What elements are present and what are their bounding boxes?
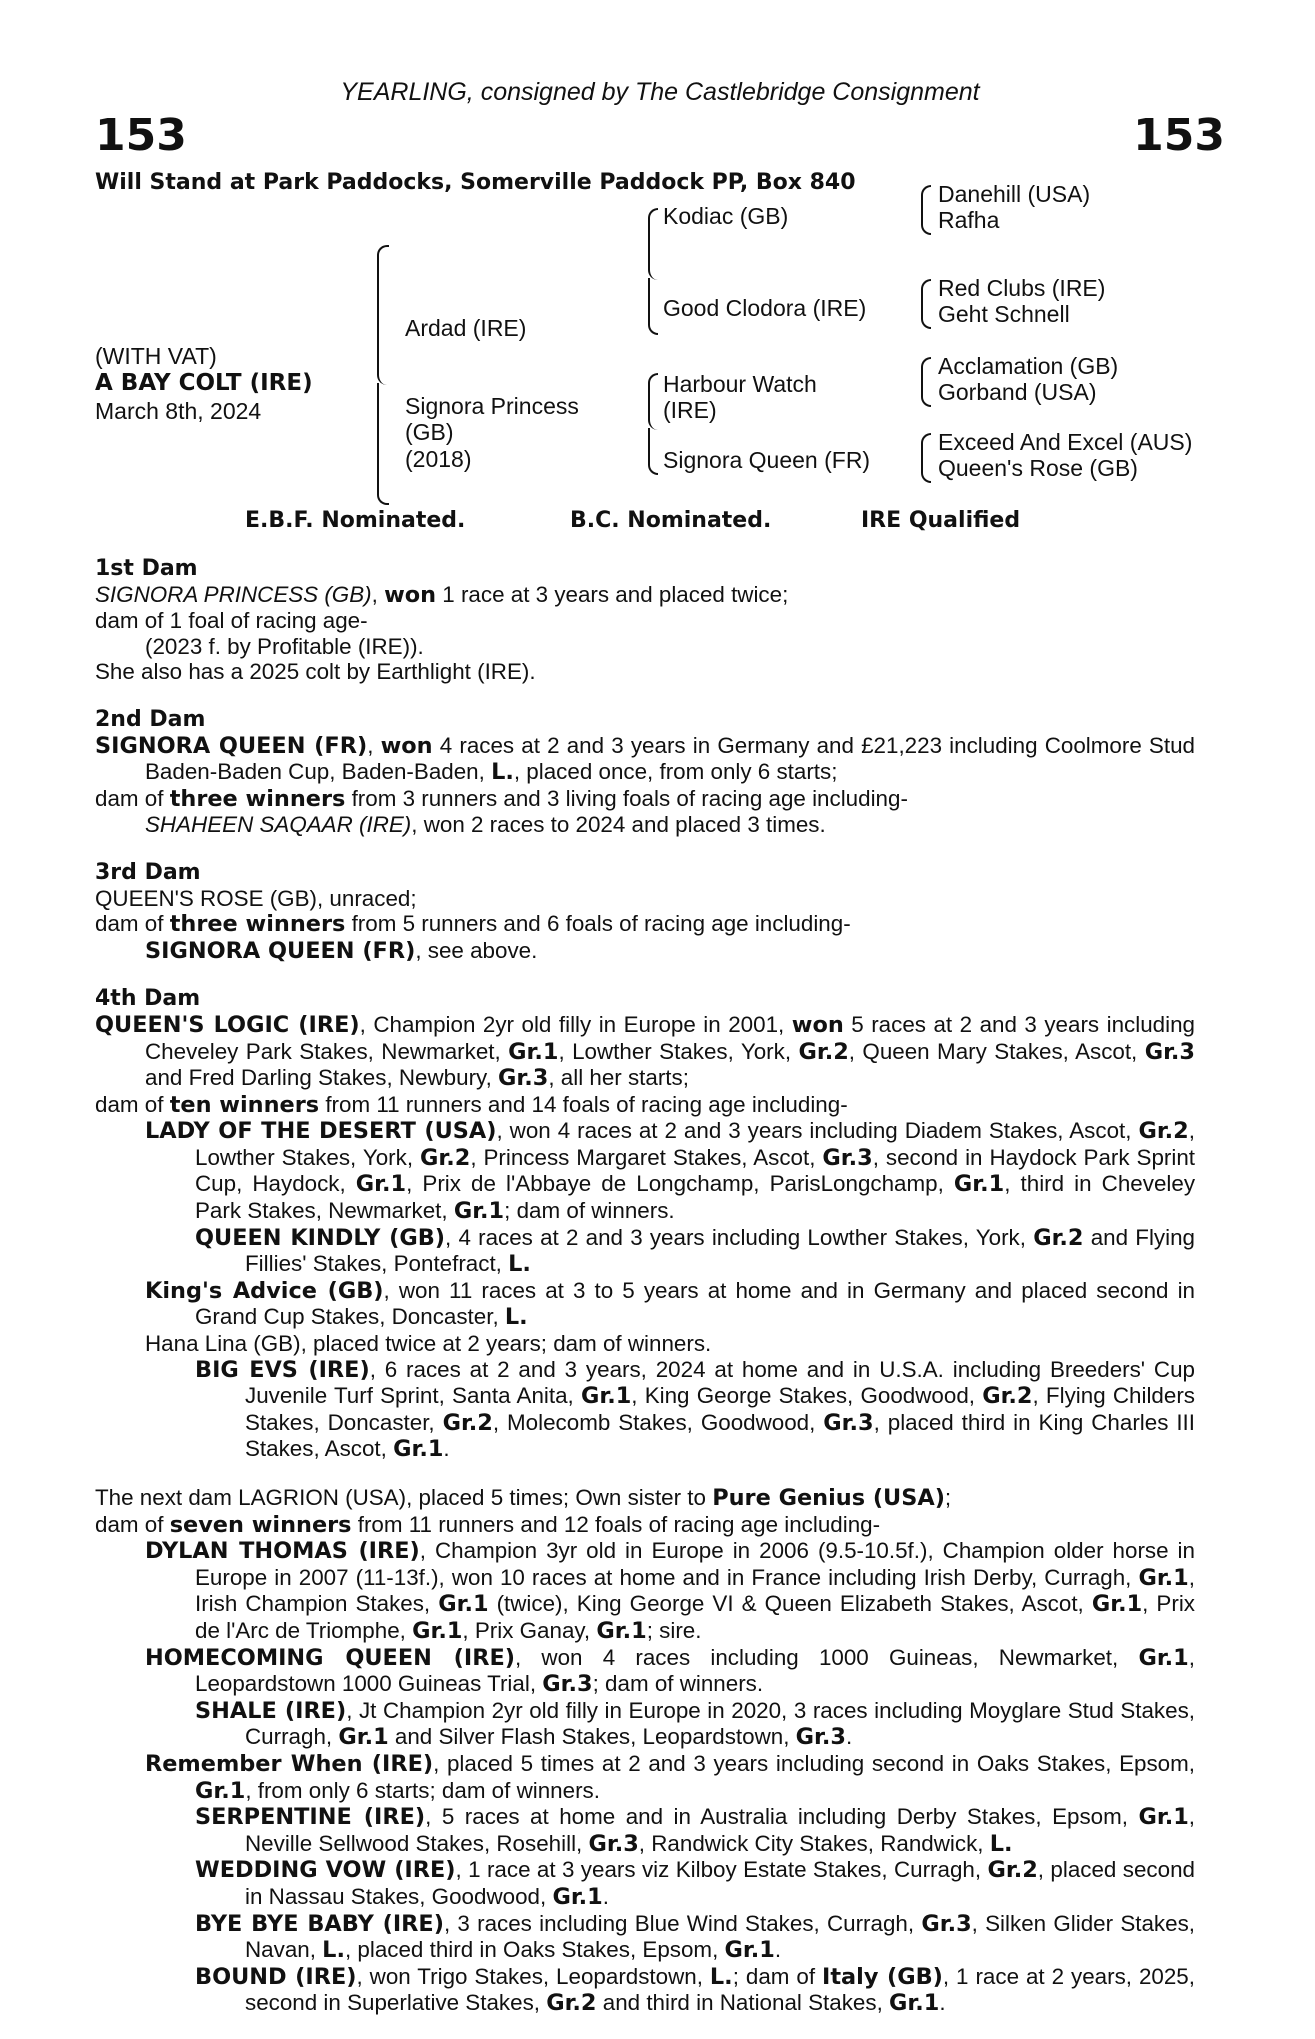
record-text: , Princess Margaret Stakes, Ascot, bbox=[470, 1144, 823, 1170]
grade-label: Gr.3 bbox=[822, 1144, 873, 1171]
second-dam-heading: 2nd Dam bbox=[95, 706, 206, 732]
record-text: , won 4 races at 2 and 3 years including Diadem Stakes, Ascot, bbox=[496, 1118, 1139, 1144]
record-text: , Molecomb Stakes, Goodwood, bbox=[492, 1409, 824, 1435]
record-text: ; dam of bbox=[732, 1963, 823, 1989]
progeny-name: King's Advice (GB) bbox=[145, 1277, 384, 1304]
record-text: , second in Haydock Park Sprint Cup, Haydock, bbox=[195, 1144, 1195, 1197]
progeny-name: SIGNORA QUEEN (FR) bbox=[145, 937, 416, 964]
dam-dam: Signora Queen (FR) bbox=[663, 447, 871, 473]
listed-label: L. bbox=[989, 1830, 1013, 1857]
first-dam-foal: (2023 f. by Profitable (IRE)). bbox=[145, 633, 424, 659]
fourth-dam-heading: 4th Dam bbox=[95, 986, 201, 1012]
record-text: 5 races at 2 and 3 years including Cheveley Park Stakes, Newmarket, bbox=[145, 1011, 1195, 1064]
brace-dam-side bbox=[648, 373, 658, 430]
record-text: , 6 races at 2 and 3 years, 2024 at home and in U.S.A. including Breeders' Cup Juvenile Turf Sprint, Santa Anita, bbox=[245, 1356, 1195, 1409]
next-dam-line: The next dam LAGRION (USA), placed 5 times; Own sister to bbox=[95, 1485, 713, 1510]
record-text: , 5 races at home and in Australia including Derby Stakes, Epsom, bbox=[425, 1804, 1139, 1830]
grade-label: Gr.2 bbox=[1138, 1118, 1189, 1145]
progeny-name: SERPENTINE (IRE) bbox=[195, 1804, 426, 1831]
record-text: , Prix de l'Abbaye de Longchamp, ParisLongchamp, bbox=[406, 1171, 954, 1197]
sire-dam-sire: Red Clubs (IRE) bbox=[938, 275, 1106, 301]
won-label: won bbox=[384, 581, 437, 608]
record-text: ; bbox=[944, 1485, 952, 1510]
sire-dam: Good Clodora (IRE) bbox=[663, 295, 867, 321]
brace-sire-side bbox=[648, 208, 658, 280]
dam-line3: (2018) bbox=[405, 446, 472, 472]
produce-summary: from 11 runners and 12 foals of racing age including- bbox=[351, 1511, 881, 1537]
record-text: , third in Cheveley Park Stakes, Newmarket, bbox=[195, 1171, 1196, 1224]
consignor-line: YEARLING, consigned by The Castlebridge Consignment bbox=[340, 78, 980, 106]
ire-qualified: IRE Qualified bbox=[861, 508, 1021, 533]
dam-sire-line2: (IRE) bbox=[663, 397, 717, 423]
dam-of-label: dam of bbox=[95, 1511, 170, 1537]
grade-label: Gr.1 bbox=[393, 1436, 444, 1463]
brace-g3-1 bbox=[921, 185, 931, 235]
grade-label: Gr.1 bbox=[1138, 1564, 1189, 1591]
first-dam-name: SIGNORA PRINCESS (GB) bbox=[95, 581, 372, 607]
record-text: ; sire. bbox=[646, 1617, 702, 1643]
stand-location: Will Stand at Park Paddocks, Somerville Paddock PP, Box 840 bbox=[95, 170, 856, 195]
sire-sire-dam: Rafha bbox=[938, 207, 1000, 233]
record-text: ; dam of winners. bbox=[504, 1198, 675, 1224]
dam-of-label: dam of bbox=[95, 911, 170, 937]
dam-line1: Signora Princess bbox=[405, 393, 579, 419]
grade-label: Gr.1 bbox=[1138, 1804, 1189, 1831]
sire-sire-sire: Danehill (USA) bbox=[938, 181, 1091, 207]
record-text: , Prix de l'Arc de Triomphe, bbox=[195, 1591, 1195, 1643]
record-text: , Lowther Stakes, York, bbox=[558, 1038, 799, 1064]
record-text: . bbox=[939, 1990, 946, 2016]
record-text: , Queen Mary Stakes, Ascot, bbox=[848, 1038, 1145, 1064]
listed-label: L. bbox=[709, 1963, 733, 1990]
dam-sire-sire: Acclamation (GB) bbox=[938, 353, 1119, 379]
grade-label: Gr.1 bbox=[195, 1777, 246, 1804]
record-text: , Flying Childers Stakes, Doncaster, bbox=[245, 1383, 1195, 1435]
progeny-name: BOUND (IRE) bbox=[195, 1963, 357, 1990]
family-notes bbox=[95, 556, 1195, 2039]
record-text: , Lowther Stakes, York, bbox=[195, 1118, 1195, 1170]
lot-number-right: 153 bbox=[1133, 110, 1225, 161]
first-dam-produce-line: dam of 1 foal of racing age- bbox=[95, 608, 368, 634]
third-dam-line: QUEEN'S ROSE (GB), unraced; bbox=[95, 885, 417, 911]
dam-of-label: dam of bbox=[95, 785, 170, 811]
record-text: , Champion 2yr old filly in Europe in 2001, bbox=[359, 1011, 792, 1037]
progeny-name: SHAHEEN SAQAAR (IRE) bbox=[145, 812, 412, 838]
brace-dam-side-lower bbox=[648, 428, 658, 475]
grade-label: Gr.1 bbox=[596, 1617, 647, 1644]
grade-label: Gr.1 bbox=[953, 1171, 1005, 1198]
grade-label: Gr.2 bbox=[420, 1144, 471, 1171]
record-text: and Flying Fillies' Stakes, Pontefract, bbox=[245, 1224, 1196, 1277]
listed-label: L. bbox=[322, 1937, 345, 1964]
grade-label: Gr.1 bbox=[508, 1038, 559, 1065]
winners-count: seven winners bbox=[169, 1511, 352, 1538]
record-text: and third in National Stakes, bbox=[596, 1990, 890, 2016]
grade-label: Gr.1 bbox=[1091, 1591, 1143, 1618]
record-text: , Champion 3yr old in Europe in 2006 (9.5-10.5f.), Champion older horse in Europe in 2007 (11-13f.), won 10 races at home and in France including Irish Derby, Curragh, bbox=[195, 1538, 1195, 1590]
dam-dam-sire: Exceed And Excel (AUS) bbox=[938, 429, 1193, 455]
grade-label: Gr.1 bbox=[724, 1937, 775, 1964]
produce-summary: from 3 runners and 3 living foals of racing age including- bbox=[345, 785, 908, 811]
record-text: , placed 5 times at 2 and 3 years including second in Oaks Stakes, Epsom, bbox=[433, 1750, 1195, 1776]
third-dam-section bbox=[95, 860, 1195, 964]
record-text: , from only 6 starts; dam of winners. bbox=[245, 1777, 600, 1803]
progeny-record: , won 2 races to 2024 and placed 3 times. bbox=[411, 812, 826, 838]
record-text: . bbox=[602, 1883, 609, 1909]
progeny-line: Hana Lina (GB), placed twice at 2 years; dam of winners. bbox=[145, 1331, 712, 1357]
dam-of-label: dam of bbox=[95, 1091, 170, 1117]
record-text: , won 11 races at 3 to 5 years at home and in Germany and placed second in Grand Cup Stakes, Doncaster, bbox=[195, 1277, 1196, 1330]
grade-label: Gr.1 bbox=[552, 1883, 603, 1910]
record-text: . bbox=[443, 1436, 450, 1462]
record-text: , Randwick City Stakes, Randwick, bbox=[638, 1830, 990, 1856]
grade-label: Gr.2 bbox=[546, 1990, 597, 2017]
brace-g3-4 bbox=[921, 433, 931, 483]
record-text: , placed second in Nassau Stakes, Goodwood, bbox=[245, 1857, 1195, 1909]
record-text: (twice), King George VI & Queen Elizabeth Stakes, Ascot, bbox=[488, 1591, 1092, 1617]
record-text: , won 4 races including 1000 Guineas, Newmarket, bbox=[515, 1644, 1139, 1670]
grade-label: Gr.2 bbox=[987, 1857, 1038, 1884]
sister-name: Pure Genius (USA) bbox=[712, 1485, 945, 1511]
second-dam-record-end: , placed once, from only 6 starts; bbox=[513, 759, 838, 785]
sire: Ardad (IRE) bbox=[405, 315, 527, 341]
progeny-name: WEDDING VOW (IRE) bbox=[195, 1857, 456, 1884]
lot-number-left: 153 bbox=[95, 110, 187, 161]
record-text: , 3 races including Blue Wind Stakes, Curragh, bbox=[443, 1910, 922, 1936]
grade-label: Gr.3 bbox=[795, 1724, 846, 1751]
record-text: , Prix Ganay, bbox=[462, 1617, 597, 1643]
record-text: , Irish Champion Stakes, bbox=[195, 1564, 1195, 1617]
dam-dam-dam: Queen's Rose (GB) bbox=[938, 455, 1138, 481]
progeny-name: QUEEN KINDLY (GB) bbox=[195, 1224, 446, 1251]
dam-line2: (GB) bbox=[405, 419, 454, 445]
record-text: ; dam of winners. bbox=[592, 1671, 764, 1697]
grade-label: Gr.2 bbox=[442, 1409, 493, 1436]
sire-dam-dam: Geht Schnell bbox=[938, 301, 1070, 327]
winners-count: ten winners bbox=[169, 1091, 320, 1118]
grade-label: Gr.1 bbox=[580, 1383, 632, 1410]
winners-count: three winners bbox=[169, 911, 346, 938]
second-dam-section: 2nd Dam SIGNORA QUEEN (FR), won 4 races at 2 and 3 years in Germany and £21,223 including Coolmore Stud Baden-Baden Cup, Baden-Baden, L., placed once, from only 6 starts; dam of three winners from 3 runners and 3 living foals of racing age including- SHAHEEN SAQAAR (IRE), won 2 races to 2024 and placed 3 times. bbox=[95, 706, 1195, 838]
brace-g3-3 bbox=[921, 357, 931, 407]
bc-nominated: B.C. Nominated. bbox=[570, 508, 772, 533]
grade-label: Gr.3 bbox=[921, 1910, 972, 1937]
first-dam-note: She also has a 2025 colt by Earthlight (IRE). bbox=[95, 659, 536, 685]
grade-label: Gr.1 bbox=[355, 1171, 407, 1198]
foaling-date: March 8th, 2024 bbox=[95, 398, 262, 424]
grade-label: Gr.3 bbox=[498, 1065, 549, 1092]
grade-label: Gr.1 bbox=[412, 1617, 463, 1644]
brace-sire-dam-lower bbox=[377, 383, 389, 505]
listed-label: L. bbox=[508, 1251, 531, 1278]
record-text: , Silken Glider Stakes, Navan, bbox=[245, 1910, 1195, 1963]
produce-summary: from 5 runners and 6 foals of racing age including- bbox=[345, 911, 851, 937]
first-dam-section: 1st Dam SIGNORA PRINCESS (GB), won 1 race at 3 years and placed twice; dam of 1 foal of racing age- (2023 f. by Profitable (IRE)). She also has a 2025 colt by Earthlight (IRE). bbox=[95, 556, 1195, 685]
brace-sire-dam bbox=[377, 245, 389, 385]
progeny-name: HOMECOMING QUEEN (IRE) bbox=[145, 1644, 515, 1671]
grade-label: Gr.2 bbox=[1033, 1224, 1084, 1251]
listed-label: L. bbox=[491, 759, 514, 786]
sire-sire: Kodiac (GB) bbox=[663, 203, 789, 229]
grade-label: Gr.1 bbox=[438, 1591, 489, 1618]
next-dam-section bbox=[95, 1485, 1195, 2017]
second-dam-name: SIGNORA QUEEN (FR) bbox=[95, 732, 368, 759]
progeny-name: BYE BYE BABY (IRE) bbox=[195, 1910, 444, 1937]
winners-count: three winners bbox=[169, 785, 346, 812]
record-text: , 4 races at 2 and 3 years including Lowther Stakes, York, bbox=[445, 1224, 1034, 1250]
record-text: . bbox=[845, 1724, 853, 1750]
progeny-name: BIG EVS (IRE) bbox=[195, 1356, 370, 1383]
grade-label: Gr.2 bbox=[798, 1038, 849, 1065]
record-text: , Neville Sellwood Stakes, Rosehill, bbox=[245, 1804, 1196, 1856]
record-text: , all her starts; bbox=[548, 1065, 689, 1091]
progeny-name: Remember When (IRE) bbox=[145, 1750, 434, 1777]
progeny-name: LADY OF THE DESERT (USA) bbox=[145, 1118, 497, 1145]
grade-label: Gr.1 bbox=[1138, 1644, 1189, 1671]
record-text: , Jt Champion 2yr old filly in Europe in 2020, 3 races including Moyglare Stud Stakes, Curragh, bbox=[245, 1697, 1195, 1750]
third-dam-heading: 3rd Dam bbox=[95, 859, 201, 885]
listed-label: L. bbox=[504, 1304, 528, 1331]
vat-note: (WITH VAT) bbox=[95, 343, 217, 369]
record-text: , won Trigo Stakes, Leopardstown, bbox=[356, 1963, 710, 1989]
progeny-record: , see above. bbox=[415, 937, 538, 963]
grade-label: Gr.3 bbox=[542, 1671, 593, 1698]
won-label: won bbox=[791, 1011, 844, 1038]
grade-label: Gr.1 bbox=[338, 1724, 389, 1751]
record-text: , Leopardstown 1000 Guineas Trial, bbox=[195, 1644, 1195, 1697]
record-text: , placed third in Oaks Stakes, Epsom, bbox=[344, 1937, 725, 1963]
first-dam-heading: 1st Dam bbox=[95, 556, 198, 581]
brace-g3-2 bbox=[921, 279, 931, 329]
grade-label: Gr.1 bbox=[453, 1198, 505, 1225]
progeny-name: Italy (GB) bbox=[822, 1963, 943, 1990]
grade-label: Gr.3 bbox=[823, 1409, 874, 1436]
record-text: , 1 race at 3 years viz Kilboy Estate Stakes, Curragh, bbox=[455, 1857, 988, 1883]
second-dam-record: 4 races at 2 and 3 years in Germany and £21,223 including Coolmore Stud Baden-Baden Cup, Baden-Baden, bbox=[145, 732, 1195, 785]
record-text: , 1 race at 2 years, 2025, second in Superlative Stakes, bbox=[245, 1963, 1195, 2016]
grade-label: Gr.1 bbox=[889, 1990, 940, 2017]
ebf-nominated: E.B.F. Nominated. bbox=[245, 508, 466, 533]
fourth-dam-name: QUEEN'S LOGIC (IRE) bbox=[95, 1011, 360, 1038]
record-text: . bbox=[774, 1937, 782, 1963]
progeny-name: SHALE (IRE) bbox=[195, 1697, 347, 1724]
produce-summary: from 11 runners and 14 foals of racing age including- bbox=[319, 1091, 848, 1117]
record-text: and Silver Flash Stakes, Leopardstown, bbox=[388, 1724, 796, 1750]
record-text: , King George Stakes, Goodwood, bbox=[631, 1383, 983, 1409]
grade-label: Gr.3 bbox=[588, 1830, 639, 1857]
brace-sire-side-lower bbox=[648, 278, 658, 335]
dam-sire-line1: Harbour Watch bbox=[663, 371, 817, 397]
dam-sire-dam: Gorband (USA) bbox=[938, 379, 1097, 405]
fourth-dam-section bbox=[95, 986, 1195, 1463]
horse-name: A BAY COLT (IRE) bbox=[95, 370, 313, 396]
grade-label: Gr.2 bbox=[982, 1383, 1033, 1410]
record-text: , placed third in King Charles III Stakes, Ascot, bbox=[245, 1409, 1195, 1462]
grade-label: Gr.3 bbox=[1144, 1038, 1196, 1065]
won-label: won bbox=[380, 732, 433, 759]
first-dam-record: 1 race at 3 years and placed twice; bbox=[436, 581, 789, 607]
record-text: and Fred Darling Stakes, Newbury, bbox=[145, 1065, 499, 1091]
progeny-name: DYLAN THOMAS (IRE) bbox=[145, 1538, 420, 1565]
